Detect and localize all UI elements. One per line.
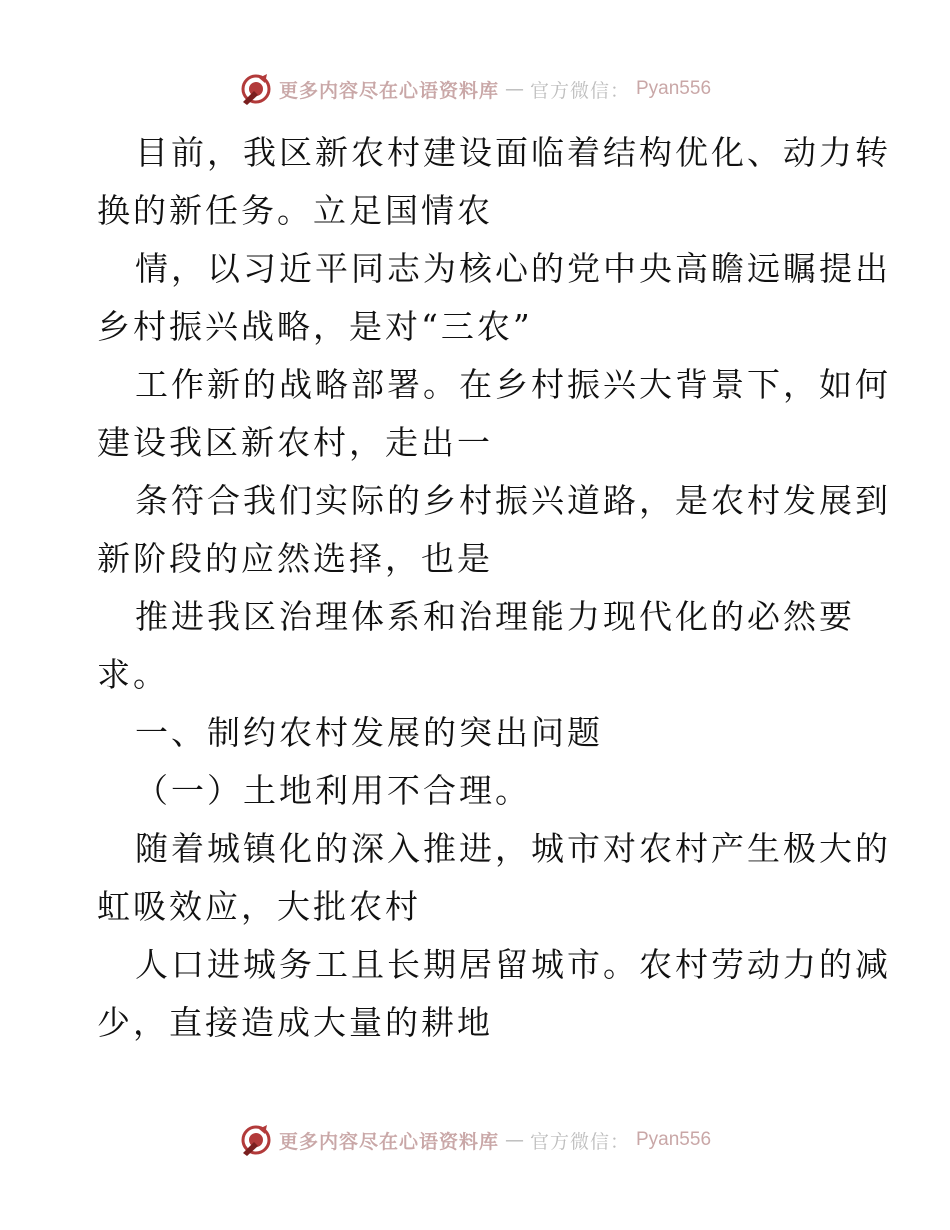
watermark-separator: — xyxy=(504,78,524,100)
subsection-heading: （一）土地利用不合理。 xyxy=(135,771,531,810)
body-line: 推进我区治理体系和治理能力现代化的必然要 xyxy=(135,597,855,636)
header-watermark xyxy=(0,72,950,106)
body-line: 虹吸效应，大批农村 xyxy=(97,887,421,926)
watermark-contact-label: 官方微信： xyxy=(529,79,630,102)
watermark-contact-id: Pyan556 xyxy=(636,78,712,99)
body-line: 新阶段的应然选择，也是 xyxy=(97,539,493,578)
watermark-contact-label: 官方微信： xyxy=(529,1130,630,1153)
body-line: 随着城镇化的深入推进，城市对农村产生极大的 xyxy=(135,829,891,868)
watermark-text: 更多内容尽在心语资料库 xyxy=(278,79,499,102)
body-line: 求。 xyxy=(97,655,169,694)
body-line: 工作新的战略部署。在乡村振兴大背景下，如何 xyxy=(135,365,891,404)
footer-watermark xyxy=(0,1123,950,1157)
body-line: 目前，我区新农村建设面临着结构优化、动力转 xyxy=(135,133,891,172)
watermark-text: 更多内容尽在心语资料库 xyxy=(278,1130,499,1153)
body-line: 少，直接造成大量的耕地 xyxy=(97,1003,493,1042)
watermark-separator: — xyxy=(504,1129,524,1151)
body-line: 建设我区新农村，走出一 xyxy=(97,423,493,462)
body-line: 换的新任务。立足国情农 xyxy=(97,191,493,230)
pen-logo-icon xyxy=(239,72,273,106)
pen-logo-icon xyxy=(239,1123,273,1157)
body-line: 情，以习近平同志为核心的党中央高瞻远瞩提出 xyxy=(135,249,891,288)
watermark-contact-id: Pyan556 xyxy=(636,1129,712,1150)
body-line: 人口进城务工且长期居留城市。农村劳动力的减 xyxy=(135,945,891,984)
body-line: 条符合我们实际的乡村振兴道路，是农村发展到 xyxy=(135,481,891,520)
body-line: 乡村振兴战略，是对“三农” xyxy=(97,307,533,346)
section-heading: 一、制约农村发展的突出问题 xyxy=(135,713,603,752)
document-body xyxy=(97,124,891,1052)
